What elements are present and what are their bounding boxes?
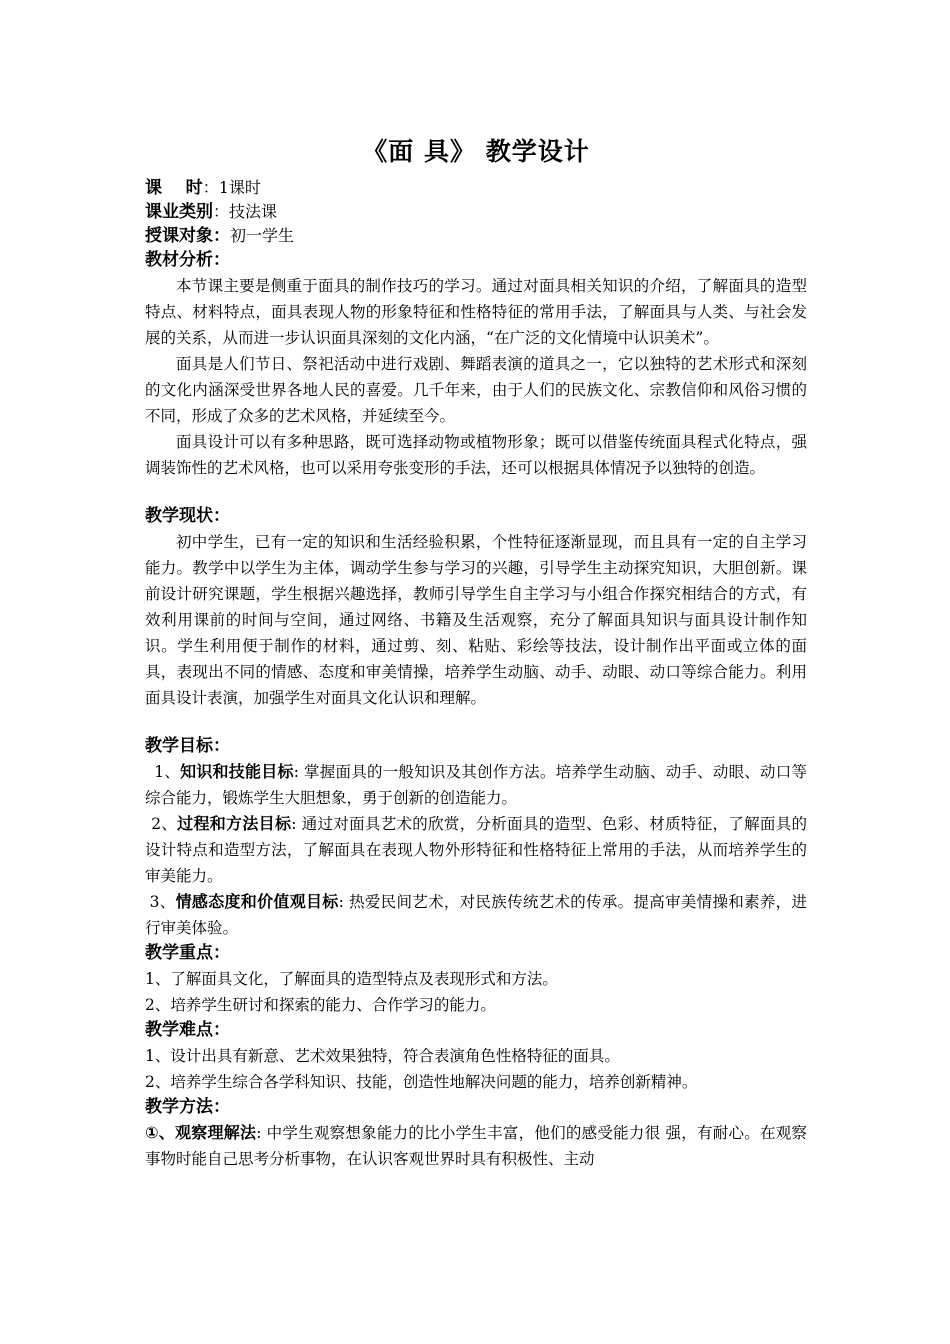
- meta-type-label: 课业类别: [145, 202, 213, 222]
- difficulties-heading: 教学难点：: [145, 1020, 230, 1040]
- analysis-paragraph: 面具设计可以有多种思路，既可选择动物或植物形象；既可以借鉴传统面具程式化特点，强调装饰性的艺术风格，也可以采用夸张变形的手法，还可以根据具体情况予以独特的创造。: [145, 433, 807, 477]
- document-title: 《面 具》 教学设计: [362, 137, 590, 166]
- goal-label: 情感态度和价值观目标: [175, 892, 339, 911]
- goal-text: : 热爱民间艺术，对民族传统艺术的传承。提高审美情操和素养，进行审美体验。: [145, 893, 807, 937]
- goal-number: 3、: [149, 893, 176, 911]
- meta-audience-label: 授课对象：: [145, 226, 230, 246]
- difficulty-item: 2、培养学生综合各学科知识、技能，创造性地解决问题的能力，培养创新精神。: [145, 1073, 698, 1091]
- analysis-heading: 教材分析：: [145, 250, 230, 270]
- meta-hours-value: ：1课时: [202, 178, 261, 197]
- goal-text: : 通过对面具艺术的欣赏，分析面具的造型、色彩、材质特征，了解面具的设计特点和造型方法，了解面具在表现人物外形特征和性格特征上常用的手法，从而培养学生的审美能力。: [145, 815, 807, 885]
- meta-audience: [145, 224, 807, 248]
- goal-label: 过程和方法目标: [177, 814, 292, 833]
- goal-number: 1、: [154, 763, 181, 781]
- goal-item: [145, 759, 807, 811]
- methods-heading: 教学方法：: [145, 1097, 230, 1117]
- document-page: [145, 130, 807, 1172]
- meta-audience-value: 初一学生: [230, 226, 295, 245]
- status-paragraph: 初中学生，已有一定的知识和生活经验积累，个性特征逐渐显现，而且具有一定的自主学习能力。教学中以学生为主体，调动学生参与学习的兴趣，引导学生主动探究知识，大胆创新。课前设计研究课题，学生根据兴趣选择，教师引导学生自主学习与小组合作探究相结合的方式，有效利用课前的时间与空间，通过网络、书籍及生活观察，充分了解面具知识与面具设计制作知识。学生利用便于制作的材料，通过剪、刻、粘贴、彩绘等技法，设计制作出平面或立体的面具，表现出不同的情感、态度和审美情操，培养学生动脑、动手、动眼、动口等综合能力。利用面具设计表演，加强学生对面具文化认识和理解。: [145, 533, 807, 707]
- status-heading: 教学现状：: [145, 506, 230, 526]
- goal-text: : 掌握面具的一般知识及其创作方法。培养学生动脑、动手、动眼、动口等综合能力，锻炼学生大胆想象，勇于创新的创造能力。: [145, 763, 807, 807]
- key-point-item: 1、了解面具文化，了解面具的造型特点及表现形式和方法。: [145, 970, 558, 988]
- difficulty-item: 1、设计出具有新意、艺术效果独特，符合表演角色性格特征的面具。: [145, 1047, 620, 1065]
- goals-heading: 教学目标：: [145, 736, 230, 756]
- meta-type: [145, 200, 807, 224]
- meta-hours: [145, 176, 807, 200]
- method-item: [145, 1120, 807, 1172]
- analysis-paragraph: 本节课主要是侧重于面具的制作技巧的学习。通过对面具相关知识的介绍，了解面具的造型特点、材料特点，面具表现人物的形象特征和性格特征的常用手法，了解面具与人类、与社会发展的关系，从而进一步认识面具深刻的文化内涵，“在广泛的文化情境中认识美术”。: [145, 277, 807, 347]
- goal-item: [145, 811, 807, 889]
- goal-item: [145, 889, 807, 941]
- goal-number: 2、: [151, 815, 178, 833]
- analysis-paragraph: 面具是人们节日、祭祀活动中进行戏剧、舞蹈表演的道具之一，它以独特的艺术形式和深刻的文化内涵深受世界各地人民的喜爱。几千年来，由于人们的民族文化、宗教信仰和风俗习惯的不同，形成了众多的艺术风格，并延续至今。: [145, 355, 807, 425]
- method-label: ①、观察理解法: [145, 1123, 257, 1142]
- goal-label: 知识和技能目标: [180, 762, 294, 781]
- meta-type-value: ：技法课: [213, 202, 278, 221]
- meta-hours-label: 课 时: [145, 178, 203, 198]
- key-point-item: 2、培养学生研讨和探索的能力、合作学习的能力。: [145, 996, 496, 1014]
- method-text: : 中学生观察想象能力的比小学生丰富，他们的感受能力很 强，有耐心。在观察事物时能自己思考分析事物，在认识客观世界时具有积极性、主动: [145, 1124, 807, 1168]
- key-points-heading: 教学重点：: [145, 943, 230, 963]
